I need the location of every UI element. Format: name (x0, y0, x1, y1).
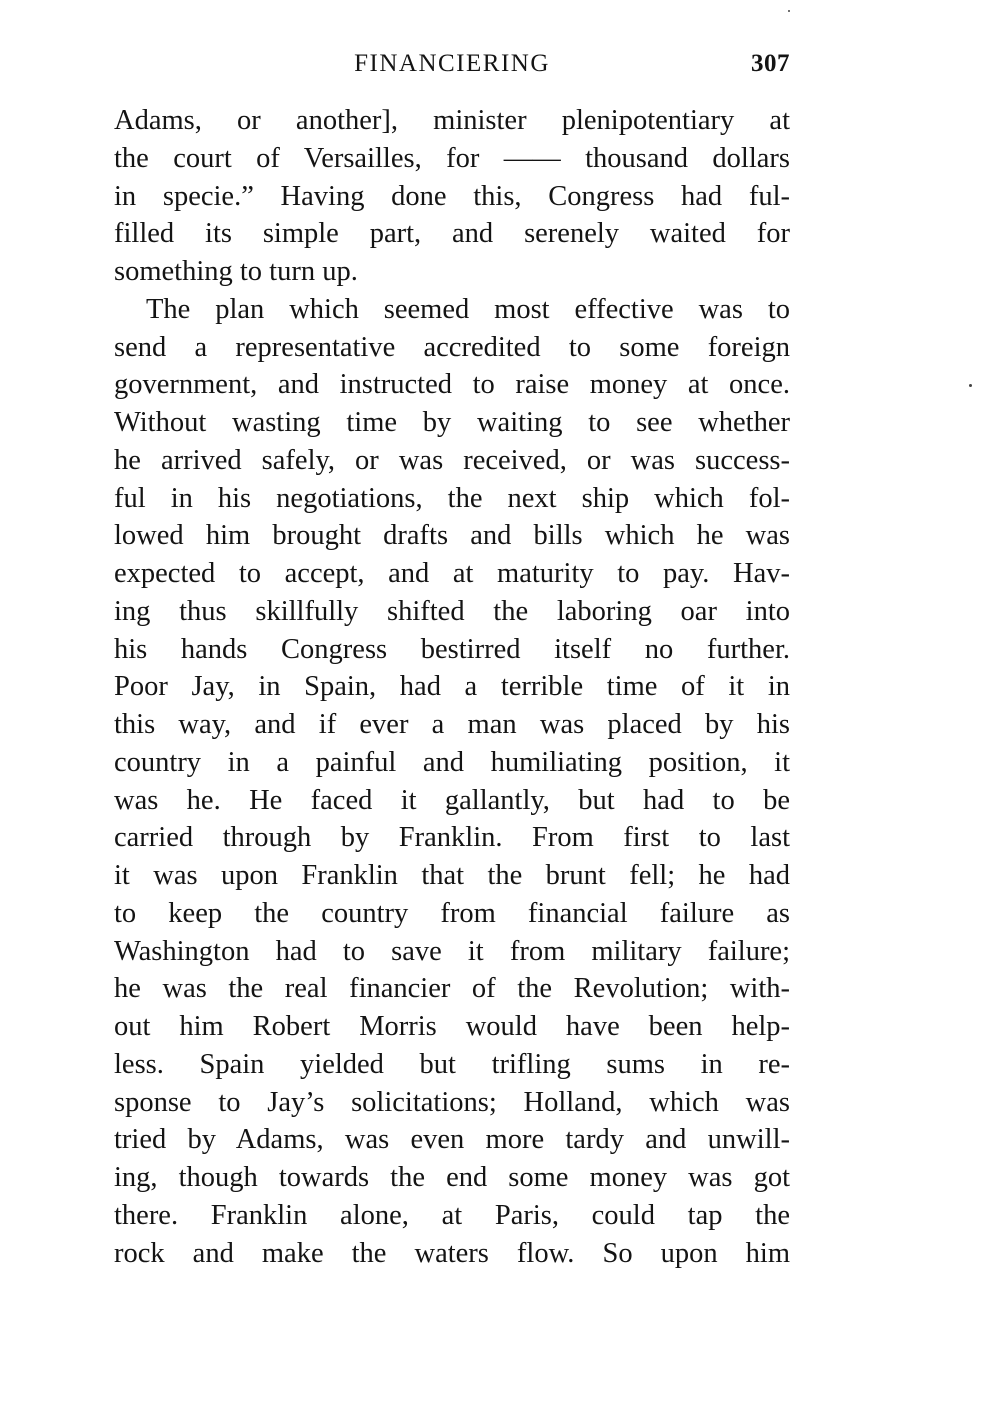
text-line: this way, and if ever a man was placed by his (114, 709, 790, 740)
text-line: tried by Adams, was even more tardy and unwill- (114, 1124, 790, 1156)
text-line: to keep the country from financial failure as (114, 897, 790, 929)
text-line: ful in his negotiations, the next ship which fol- (114, 482, 790, 514)
text-line: filled its simple part, and serenely waited for (114, 218, 790, 250)
text-line: country in a painful and humiliating position, it (114, 746, 790, 778)
text-line: there. Franklin alone, at Paris, could tap the (114, 1199, 790, 1231)
text-line: less. Spain yielded but trifling sums in re- (114, 1048, 790, 1080)
text-line: The plan which seemed most effective was to (146, 293, 790, 325)
text-line: he was the real financier of the Revolution; with- (114, 973, 790, 1005)
text-line: out him Robert Morris would have been help- (114, 1011, 790, 1042)
text-line: was he. He faced it gallantly, but had to be (114, 784, 790, 816)
text-line: he arrived safely, or was received, or was success- (114, 444, 790, 476)
text-line: something to turn up. (114, 256, 358, 287)
page-number: 307 (751, 50, 790, 77)
text-line: ing, though towards the end some money was got (114, 1162, 790, 1193)
scan-speck (788, 10, 790, 12)
text-line: his hands Congress bestirred itself no further. (114, 633, 790, 665)
text-line: expected to accept, and at maturity to pay. Hav- (114, 558, 790, 589)
text-line: in specie.” Having done this, Congress had ful- (114, 180, 790, 212)
text-line: the court of Versailles, for —— thousand dollars (114, 142, 790, 174)
text-line: sponse to Jay’s solicitations; Holland, which was (114, 1086, 790, 1118)
text-line: lowed him brought drafts and bills which he was (114, 520, 790, 552)
text-line: Adams, or another], minister plenipotentiary at (114, 105, 790, 136)
running-head (114, 50, 790, 84)
text-line: Washington had to save it from military failure; (114, 935, 790, 967)
body-text (114, 102, 790, 1272)
text-line: government, and instructed to raise money at once. (114, 369, 790, 401)
text-line: Poor Jay, in Spain, had a terrible time of it in (114, 671, 790, 703)
scan-speck (969, 384, 972, 387)
running-title: FINANCIERING (354, 50, 550, 77)
text-line: send a representative accredited to some foreign (114, 331, 790, 363)
text-line: ing thus skillfully shifted the laboring oar into (114, 595, 790, 627)
text-line: Without wasting time by waiting to see whether (114, 407, 790, 438)
text-line: rock and make the waters flow. So upon him (114, 1237, 790, 1269)
text-line: carried through by Franklin. From first to last (114, 822, 790, 854)
text-line: it was upon Franklin that the brunt fell; he had (114, 860, 790, 891)
